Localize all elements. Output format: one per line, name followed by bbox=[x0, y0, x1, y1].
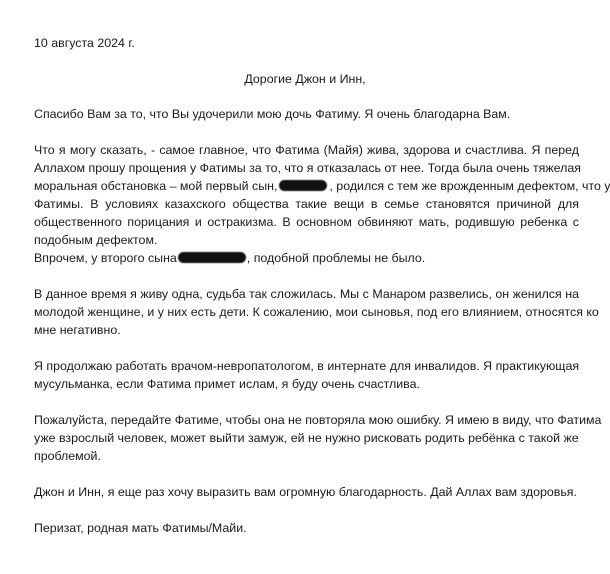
paragraph-5-line-3: проблемой. bbox=[34, 449, 101, 463]
paragraph-2-line-2: Аллахом прошу прощения у Фатимы за то, что я отказалась от нее. Тогда была очень тяжелая bbox=[34, 161, 581, 175]
paragraph-2-line-4: Фатимы. В условиях казахского общества такие вещи в семье становятся причиной для bbox=[34, 197, 579, 211]
paragraph-2-line-7-start: Впрочем, у второго сына bbox=[34, 251, 177, 265]
paragraph-5-line-1: Пожалуйста, передайте Фатиме, чтобы она не повторяла мою ошибку. Я имею в виду, что Фатима bbox=[34, 413, 602, 427]
paragraph-4-line-2: мусульманка, если Фатима примет ислам, я буду очень счастлива. bbox=[34, 377, 420, 391]
letter-greeting: Дорогие Джон и Инн, bbox=[244, 72, 366, 86]
paragraph-2-line-1: Что я могу сказать, - самое главное, что Фатима (Майя) жива, здорова и счастлива. Я перед bbox=[34, 143, 579, 157]
paragraph-6: Джон и Инн, я еще раз хочу выразить вам огромную благодарность. Дай Аллах вам здоровья. bbox=[34, 485, 577, 499]
redaction-mark bbox=[178, 252, 246, 263]
letter-date: 10 августа 2024 г. bbox=[34, 36, 135, 50]
paragraph-2-line-3 bbox=[34, 178, 610, 194]
redaction-mark bbox=[279, 180, 327, 191]
paragraph-2-line-7 bbox=[34, 250, 425, 266]
letter-signature: Перизат, родная мать Фатимы/Майи. bbox=[34, 521, 247, 535]
paragraph-3-line-1: В данное время я живу одна, судьба так сложилась. Мы с Манаром развелись, он женился на bbox=[34, 287, 579, 301]
paragraph-2-line-5: общественного порицания и остракизма. В основном обвиняют мать, родившую ребенка с bbox=[34, 215, 579, 229]
paragraph-2-line-3-end: , родился с тем же врожденным дефектом, что у bbox=[329, 179, 610, 193]
paragraph-1: Спасибо Вам за то, что Вы удочерили мою дочь Фатиму. Я очень благодарна Вам. bbox=[34, 107, 511, 121]
paragraph-4-line-1: Я продолжаю работать врачом-невропатологом, в интернате для инвалидов. Я практикующая bbox=[34, 359, 580, 373]
paragraph-3-line-2: молодой женщине, и у них есть дети. К сожалению, мои сыновья, под его влиянием, относятся ко bbox=[34, 305, 599, 319]
paragraph-2-line-6: подобным дефектом. bbox=[34, 233, 158, 247]
paragraph-3-line-3: мне негативно. bbox=[34, 323, 121, 337]
paragraph-2-line-3-start: моральная обстановка – мой первый сын, bbox=[34, 179, 278, 193]
paragraph-2-line-7-end: , подобной проблемы не было. bbox=[246, 251, 426, 265]
paragraph-5-line-2: уже взрослый человек, может выйти замуж, ей не нужно рисковать родить ребёнка с такой же bbox=[34, 431, 579, 445]
